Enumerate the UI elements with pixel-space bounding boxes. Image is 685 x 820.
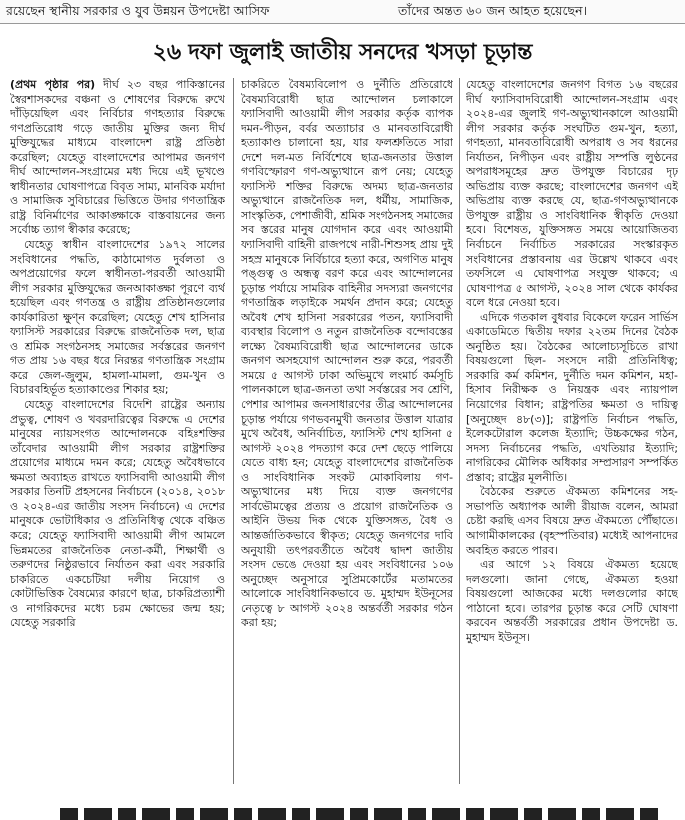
previous-story-strip — [0, 0, 685, 24]
continuation-label: (প্রথম পৃষ্ঠার পর) — [10, 78, 96, 91]
article-headline: ২৬ দফা জুলাই জাতীয় সনদের খসড়া চূড়ান্ত — [152, 39, 533, 65]
article-column-1 — [10, 78, 225, 784]
paragraph: বৈঠকের শুরুতে ঐকমত্য কমিশনের সহ-সভাপতি অধ্যাপক আলী রীয়াজ বলেন, আমরা চেষ্টা করছি এসব বিষয়ে দ্রুত ঐকমত্যে পৌঁছাতে। আগামীকালকের (বৃহস্পতিবার) মধ্যেই আপনাদের অবহিত করতে পারব। — [466, 485, 678, 557]
paragraph: যেহেতু বাংলাদেশের বিদেশি রাষ্ট্রের অন্যায় প্রভুত্ব, শোষণ ও খবরদারিত্বের বিরুদ্ধে এ দেশের মানুষের ন্যায়সংগত আন্দোলনকে বহিঃশক্তির তাঁবেদার আওয়ামী লীগ সরকার রাষ্ট্রশক্তির প্রয়োগের মাধ্যমে দমন করে; যেহেতু অবৈধভাবে ক্ষমতা অব্যাহত রাখতে ফ্যাসিবাদী আওয়ামী লীগ সরকার তিনটি প্রহসনের নির্বাচনে (২০১৪, ২০১৮ ও ২০২৪-এর জাতীয় সংসদ নির্বাচনে) এ দেশের মানুষকে ভোটাধিকার ও প্রতিনিধিত্ব থেকে বঞ্চিত করে; যেহেতু ফ্যাসিবাদী আওয়ামী লীগ আমলে ভিন্নমতের রাজনৈতিক নেতা-কর্মী, শিক্ষার্থী ও তরুণদের নিষ্ঠুরভাবে নির্যাতন করা এবং সরকারি চাকরিতে একচেটিয়া দলীয় নিয়োগ ও কোটাভিত্তিক বৈষম্যের কারণে ছাত্র, চাকরিপ্রত্যাশী ও নাগরিকদের মধ্যে চরম ক্ষোভের জন্ম হয়; যেহেতু সরকারি — [10, 398, 225, 630]
paragraph: এদিকে গতকাল বুধবার বিকেলে ফরেন সার্ভিস একাডেমিতে দ্বিতীয় দফার ২২তম দিনের বৈঠক অনুষ্ঠিত হয়। বৈঠকের আলোচ্যসূচিতে রাখা বিষয়গুলো ছিল- সংসদে নারী প্রতিনিধিত্ব; সরকারি কর্ম কমিশন, দুর্নীতি দমন কমিশন, মহা-হিসাব নিরীক্ষক ও নিয়ন্ত্রক এবং ন্যায়পাল নিয়োগের বিধান; রাষ্ট্রপতির ক্ষমতা ও দায়িত্ব [অনুচ্ছেদ ৪৮(৩)]; রাষ্ট্রপতি নির্বাচন পদ্ধতি, ইলেকটোরাল কলেজ ইত্যাদি; উচ্চকক্ষের গঠন, সদস্য নির্বাচনের পদ্ধতি, এখতিয়ার ইত্যাদি; নাগরিকের মৌলিক অধিকার সম্প্রসারণ সম্পর্কিত প্রস্তাব; রাষ্ট্রের মূলনীতি। — [466, 310, 678, 484]
watermark — [265, 461, 415, 483]
next-headline-cropped — [0, 798, 685, 820]
paragraph-text: দীর্ঘ ২৩ বছর পাকিস্তানের স্বৈরশাসকদের বঞ্চনা ও শোষণের বিরুদ্ধে রুখে দাঁড়িয়েছিল এবং নির্বিচার গণহত্যার বিরুদ্ধে গণপ্রতিরোধ গড়ে জাতীয় মুক্তির জন্য দীর্ঘ মুক্তিযুদ্ধের মাধ্যমে বাংলাদেশ রাষ্ট্র প্রতিষ্ঠা করেছিল; যেহেতু বাংলাদেশের আপামর জনগণ দীর্ঘ আন্দোলন-সংগ্রামের মধ্য দিয়ে এই ভূখণ্ডে স্বাধীনতার ঘোষণাপত্রে বিবৃত সাম্য, মানবিক মর্যাদা ও সামাজিক সুবিচারের ভিত্তিতে উদার গণতান্ত্রিক রাষ্ট্র বিনির্মাণের আকাঙ্ক্ষাকে বাস্তবায়নের জন্য সর্বোচ্চ ত্যাগ স্বীকার করেছে; — [10, 78, 225, 237]
paragraph — [10, 78, 225, 238]
paragraph: যেহেতু বাংলাদেশের জনগণ বিগত ১৬ বছরের দীর্ঘ ফ্যাসিবাদবিরোধী আন্দোলন-সংগ্রাম এবং ২০২৪-এর জুলাই গণ-অভ্যুত্থানকালে আওয়ামী লীগ সরকার কর্তৃক সংঘটিত গুম-খুন, হত্যা, গণহত্যা, মানবতাবিরোধী অপরাধ ও সব ধরনের নির্যাতন, নিপীড়ন এবং রাষ্ট্রীয় সম্পত্তি লুণ্ঠনের অপরাধসমূহের দ্রুত উপযুক্ত বিচারের দৃঢ় অভিপ্রায় ব্যক্ত করছে; বাংলাদেশের জনগণ এই অভিপ্রায় ব্যক্ত করছে যে, ছাত্র-গণঅভ্যুত্থানকে উপযুক্ত রাষ্ট্রীয় ও সাংবিধানিক স্বীকৃতি দেওয়া হবে। বিশেষত, যুক্তিসঙ্গত সময়ে আয়োজিতব্য নির্বাচনে নির্বাচিত সরকারের সংস্কারকৃত সংবিধানের প্রস্তাবনায় এর উল্লেখ থাকবে এবং তফসিলে এ ঘোষণাপত্র সংযুক্ত থাকবে; এ ঘোষণাপত্র ৫ আগস্ট, ২০২৪ সাল থেকে কার্যকর বলে ধরে নেওয়া হবে। — [466, 78, 678, 310]
previous-story-left-text: রয়েছেন স্থানীয় সরকার ও যুব উন্নয়ন উপদেষ্টা আসিফ — [6, 3, 270, 18]
article-column-3 — [466, 78, 678, 784]
article-column-2 — [241, 78, 453, 784]
cropped-headline-glyphs — [60, 808, 660, 820]
paragraph: যেহেতু স্বাধীন বাংলাদেশের ১৯৭২ সালের সংবিধানের পদ্ধতি, কাঠামোগত দুর্বলতা ও অপপ্রয়োগের ফলে স্বাধীনতা-পরবর্তী আওয়ামী লীগ সরকার মুক্তিযুদ্ধের জনআকাঙ্ক্ষা পূরণে ব্যর্থ হয়েছিল এবং গণতন্ত্র ও রাষ্ট্রীয় প্রতিষ্ঠানগুলোর কার্যকারিতা ক্ষুণ্ন করেছিল; যেহেতু শেখ হাসিনার ফ্যাসিস্ট সরকারের বিরুদ্ধে রাজনৈতিক দল, ছাত্র ও শ্রমিক সংগঠনসহ সমাজের সর্বস্তরের জনগণ গত প্রায় ১৬ বছর ধরে নিরন্তর গণতান্ত্রিক সংগ্রাম করে জেল-জুলুম, হামলা-মামলা, গুম-খুন ও বিচারবহির্ভূত হত্যাকাণ্ডের শিকার হয়; — [10, 238, 225, 397]
paragraph: চাকরিতে বৈষম্যবিলোপ ও দুর্নীতি প্রতিরোধে বৈষম্যবিরোধী ছাত্র আন্দোলন চলাকালে ফ্যাসিবাদী আওয়ামী লীগ সরকার কর্তৃক ব্যাপক দমন-পীড়ন, বর্বর অত্যাচার ও মানবতাবিরোধী হত্যাকাণ্ড চালানো হয়, যার ফলশ্রুতিতে সারা দেশে দল-মত নির্বিশেষে ছাত্র-জনতার উত্তাল গণবিস্ফোরণ গণ-অভ্যুত্থানে রূপ নেয়; যেহেতু ফ্যাসিস্ট শক্তির বিরুদ্ধে অদম্য ছাত্র-জনতার অভ্যুত্থানে রাজনৈতিক দল, ধর্মীয়, সামাজিক, সাংস্কৃতিক, পেশাজীবী, শ্রমিক সংগঠনসহ সমাজের সব স্তরের মানুষ যোগদান করে এবং আওয়ামী ফ্যাসিবাদী বাহিনী রাজপথে নারী-শিশুসহ প্রায় দুই সহস্র মানুষকে নির্বিচারে হত্যা করে, অগণিত মানুষ পঙ্গুত্ব ও অন্ধত্ব বরণ করে এবং আন্দোলনের চূড়ান্ত পর্যায়ে সামরিক বাহিনীর সদস্যরা জনগণের গণতান্ত্রিক লড়াইকে সমর্থন প্রদান করে; যেহেতু অবৈধ শেখ হাসিনা সরকারের পতন, ফ্যাসিবাদী ব্যবস্থার বিলোপ ও নতুন রাজনৈতিক বন্দোবস্তের লক্ষ্যে বৈষম্যবিরোধী ছাত্র আন্দোলনের ডাকে জনগণ অসহযোগ আন্দোলন শুরু করে, পরবর্তী সময়ে ৫ আগস্ট ঢাকা অভিমুখে লংমার্চ কর্মসূচি পালনকালে ছাত্র-জনতা তথা সর্বস্তরের সব শ্রেণি, পেশার আপামর জনসাধারণের তীব্র আন্দোলনের চূড়ান্ত পর্যায়ে গণভবনমুখী জনতার উত্তাল যাত্রার মুখে অবৈধ, অনির্বাচিত, ফ্যাসিস্ট শেখ হাসিনা ৫ আগস্ট ২০২৪ পদত্যাগ করে দেশ ছেড়ে পালিয়ে যেতে বাধ্য হন; যেহেতু বাংলাদেশের রাজনৈতিক ও সাংবিধানিক সংকট মোকাবিলায় গণ-অভ্যুত্থানের মধ্য দিয়ে ব্যক্ত জনগণের সার্বভৌমত্বের প্রত্যয় ও প্রয়োগ রাজনৈতিক ও আইনি উভয় দিক থেকে যুক্তিসঙ্গত, বৈধ ও আন্তর্জাতিকভাবে স্বীকৃত; যেহেতু জনগণের দাবি অনুযায়ী তৎপরবর্তীতে অবৈধ দ্বাদশ জাতীয় সংসদ ভেঙে দেওয়া হয় এবং সংবিধানের ১০৬ অনুচ্ছেদ অনুসারে সুপ্রিমকোর্টের মতামতের আলোকে সাংবিধানিকভাবে ড. মুহাম্মদ ইউনূসের নেতৃত্বে ৮ আগস্ট ২০২৪ অন্তর্বর্তী সরকার গঠন করা হয়; — [241, 78, 453, 630]
article-body — [10, 78, 678, 784]
paragraph: এর আগে ১২ বিষয়ে ঐকমত্য হয়েছে দলগুলো। জানা গেছে, ঐকমত্য হওয়া বিষয়গুলো আজকের মধ্যে দলগুলোর কাছে পাঠানো হবে। তারপর চূড়ান্ত করে সেটি ঘোষণা করবেন অন্তর্বর্তী সরকারের প্রধান উপদেষ্টা ড. মুহাম্মদ ইউনূস। — [466, 558, 678, 644]
column-divider — [233, 78, 234, 784]
previous-story-right-text: তাঁদের অন্তত ৬০ জন আহত হয়েছেন। — [398, 3, 588, 18]
column-divider — [459, 78, 460, 784]
